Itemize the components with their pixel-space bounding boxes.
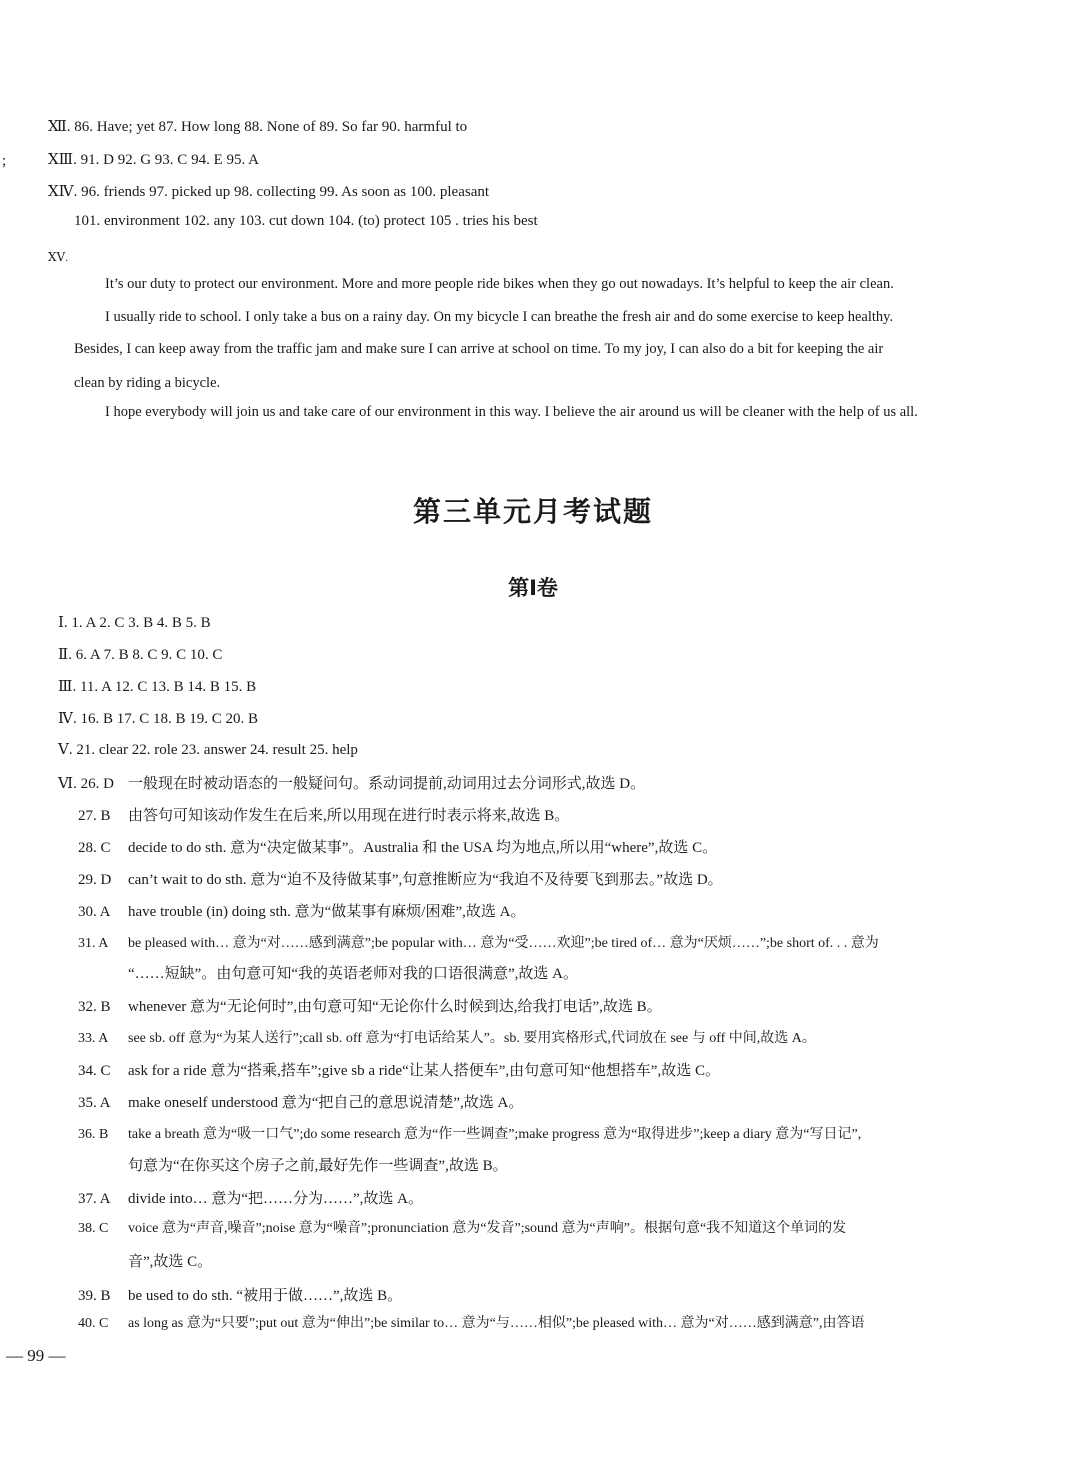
essay-paragraph-2-end: clean by riding a bicycle. (74, 375, 221, 391)
answer-line-15-label: ⅩⅤ. (48, 250, 69, 264)
explanation-row: 28. C decide to do sth. 意为“决定做某事”。Australia 和 the USA 均为地点,所以用“where”,故选 C。 (78, 840, 718, 856)
answer-line-14b: 101. environment 102. any 103. cut down 104. (to) protect 105 . tries his best (74, 213, 538, 229)
essay-paragraph-2: I usually ride to school. I only take a bus on a rainy day. On my bicycle I can breathe the fresh air and do some exercise to keep healthy. (105, 309, 894, 325)
essay-paragraph-3: I hope everybody will join us and take care of our environment in this way. I believe the air around us will be cleaner with the help of us all. (105, 404, 918, 420)
essay-paragraph-1: It’s our duty to protect our environment. More and more people ride bikes when they go out nowadays. It’s helpful to keep the air clean. (105, 276, 894, 292)
explanation-row: Ⅵ. 26. D 一般现在时被动语态的一般疑问句。系动词提前,动词用过去分词形式,故选 D。 (58, 776, 646, 792)
explanation-row: 36. B take a breath 意为“吸一口气”;do some research 意为“作一些调查”;make progress 意为“取得进步”;keep a diary 意为“写日记”, (78, 1127, 862, 1142)
answer-line-13: ⅩⅢ. 91. D 92. G 93. C 94. E 95. A (48, 152, 259, 168)
answer-line-2: Ⅱ. 6. A 7. B 8. C 9. C 10. C (58, 647, 223, 663)
answer-line-3: Ⅲ. 11. A 12. C 13. B 14. B 15. B (58, 679, 257, 695)
section-subtitle: 第Ⅰ卷 (508, 576, 558, 600)
answer-line-14: ⅩⅣ. 96. friends 97. picked up 98. collecting 99. As soon as 100. pleasant (48, 184, 490, 200)
page-number: — 99 — (6, 1346, 66, 1365)
explanation-row: 39. B be used to do sth. “被用于做……”,故选 B。 (78, 1288, 403, 1304)
explanation-row: 29. D can’t wait to do sth. 意为“迫不及待做某事”,句意推断应为“我迫不及待要飞到那去。”故选 D。 (78, 872, 723, 888)
explanation-row: 31. A be pleased with… 意为“对……感到满意”;be popular with… 意为“受……欢迎”;be tired of… 意为“厌烦……”;be short of. . . 意为 (78, 936, 879, 951)
explanation-row: 35. A make oneself understood 意为“把自己的意思说清楚”,故选 A。 (78, 1095, 524, 1111)
explanation-row: 34. C ask for a ride 意为“搭乘,搭车”;give sb a ride“让某人搭便车”,由句意可知“他想搭车”,故选 C。 (78, 1063, 720, 1079)
answer-line-1: Ⅰ. 1. A 2. C 3. B 4. B 5. B (58, 615, 211, 631)
explanation-row: 40. C as long as 意为“只要”;put out 意为“伸出”;be similar to… 意为“与……相似”;be pleased with… 意为“对……感到满意”,由答语 (78, 1316, 865, 1331)
explanation-row-cont: 音”,故选 C。 (128, 1254, 213, 1270)
margin-mark: ; (2, 153, 7, 169)
explanation-row: 27. B 由答句可知该动作发生在后来,所以用现在进行时表示将来,故选 B。 (78, 808, 570, 824)
explanation-row-cont: “……短缺”。由句意可知“我的英语老师对我的口语很满意”,故选 A。 (128, 966, 578, 982)
explanation-row: 38. C voice 意为“声音,噪音”;noise 意为“噪音”;pronunciation 意为“发音”;sound 意为“声响”。根据句意“我不知道这个单词的发 (78, 1221, 847, 1236)
essay-paragraph-2-cont: Besides, I can keep away from the traffic jam and make sure I can arrive at school on time. To my joy, I can also do a bit for keeping the air (74, 341, 884, 357)
answer-line-12: Ⅻ. 86. Have; yet 87. How long 88. None of 89. So far 90. harmful to (48, 119, 468, 135)
page-title: 第三单元月考试题 (412, 495, 653, 528)
answer-line-5: Ⅴ. 21. clear 22. role 23. answer 24. result 25. help (58, 742, 358, 758)
explanation-row: 32. B whenever 意为“无论何时”,由句意可知“无论你什么时候到达,给我打电话”,故选 B。 (78, 999, 662, 1015)
explanation-row: 30. A have trouble (in) doing sth. 意为“做某事有麻烦/困难”,故选 A。 (78, 904, 526, 920)
explanation-row-cont: 句意为“在你买这个房子之前,最好先作一些调查”,故选 B。 (128, 1158, 508, 1174)
explanation-row: 33. A see sb. off 意为“为某人送行”;call sb. off 意为“打电话给某人”。sb. 要用宾格形式,代词放在 see 与 off 中间,故选 A。 (78, 1031, 816, 1046)
explanation-row: 37. A divide into… 意为“把……分为……”,故选 A。 (78, 1191, 423, 1207)
answer-line-4: Ⅳ. 16. B 17. C 18. B 19. C 20. B (58, 711, 259, 727)
